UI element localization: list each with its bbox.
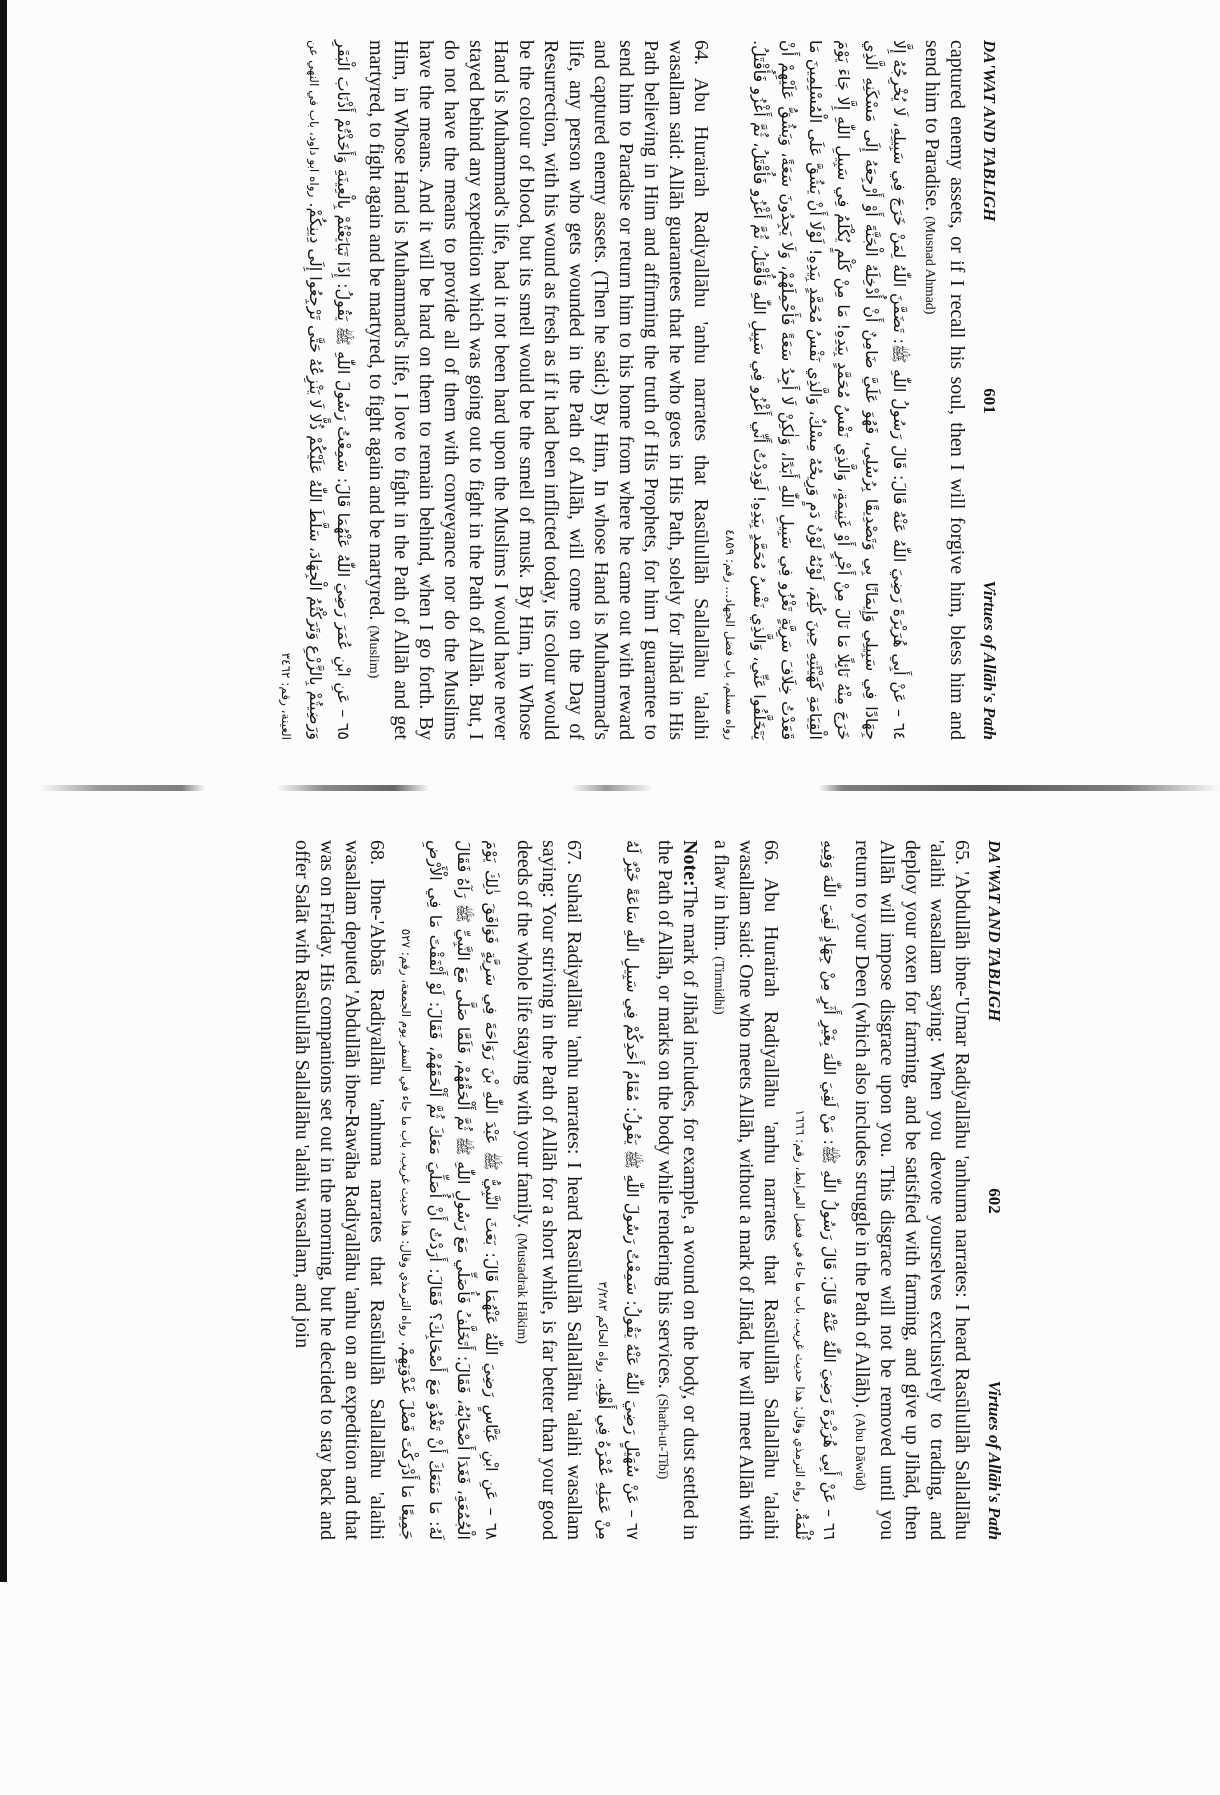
arabic-reference-68: رواه الترمذي وقال: هذا حديث غريب، باب ما جاء في السفر يوم الجمعة، رقم: ٥٢٧ <box>398 928 413 1337</box>
note-label: Note: <box>678 840 701 887</box>
page-602 <box>215 575 1005 1795</box>
source-citation: (Abu Dāwūd) <box>851 1413 867 1491</box>
source-citation: (Tirmidhi) <box>710 956 726 1015</box>
note-paragraph: Note:The mark of Jihād includes, for example, a wound on the body, or dust settled in the Path of Allāh, or marks on the body while rendering his services. (Sharh-ut-Tībī) <box>653 840 701 1540</box>
hadith-66-translation: 66. Abu Hurairah Radiyallāhu 'anhu narrates that Rasūlullāh Sallallāhu 'alaihi wasallam said: One who meets Allāh, without a mark of Jihād, he will meet Allāh with a flaw in him. (Tirmidhi) <box>709 840 782 1540</box>
arabic-hadith-64: ٦٤ – عَنْ أَبِي هُرَيْرَةَ رَضِيَ اللّٰهُ عَنْهُ قَالَ: قَالَ رَسُولُ اللّٰهِ ﷺ: تَضَمَّنَ اللّٰهُ لِمَنْ خَرَجَ فِي سَبِيلِهِ، لَا يُخْرِجُهُ إِلَّا جِهَادًا فِي سَبِيلِي وَإِيمَانًا بِي وَتَصْدِيقًا بِرُسُلِي، فَهُوَ عَلَيَّ ضَامِنٌ أَنْ أُدْخِلَهُ الْجَنَّةَ أَوْ أَرْجِعَهُ إِلَى مَسْكَنِهِ الَّذِي خَرَجَ مِنْهُ نَائِلًا مَا نَالَ مِنْ أَجْرٍ أَوْ غَنِيمَةٍ، وَالَّذِي نَفْسُ مُحَمَّدٍ بِيَدِهِ! مَا مِنْ كَلْمٍ يُكْلَمُ فِي سَبِيلِ اللّٰهِ إِلَّا جَاءَ يَوْمَ الْقِيَامَةِ كَهَيْئَتِهِ حِينَ كُلِمَ، لَوْنُهُ لَوْنُ دَمٍ وَرِيحُهُ مِسْكٌ، وَالَّذِي نَفْسُ مُحَمَّدٍ بِيَدِهِ! لَوْلَا أَنْ يَشُقَّ عَلَى الْمُسْلِمِينَ مَا قَعَدْتُ خِلَافَ سَرِيَّةٍ تَغْزُو فِي سَبِيلِ اللّٰهِ أَبَدًا، وَلٰكِنْ لَا أَجِدُ سَعَةً فَأَحْمِلَهُمْ، وَلَا يَجِدُونَ سَعَةً، وَيَشُقُّ عَلَيْهِمْ أَنْ يَتَخَلَّفُوا عَنِّي، وَالَّذِي نَفْسُ مُحَمَّدٍ بِيَدِهِ! لَوَدِدْتُ أَنِّي أَغْزُو فِي سَبِيلِ اللّٰهِ فَأُقْتَلُ، ثُمَّ أَغْزُو فَأُقْتَلُ، ثُمَّ أَغْزُو فَأُقْتَلُ. رواه مسلم، باب فضل الجهاد... رقم: ٤٨٥٩ <box>722 40 909 740</box>
source-citation: (Sharh-ut-Tībī) <box>654 1393 670 1480</box>
page-number: 601 <box>980 388 999 414</box>
hadith-68-translation: 68. Ibne-'Abbās Radiyallāhu 'anhuma narrates that Rasūlullāh Sallallāhu 'alaihi wasallam deputed 'Abdullāh ibne-Rawāha Radiyallāhu 'anhu on an expedition and that was on Friday. His companions set out in the morning, but he decided to stay back and offer Salāt with Rasūlullāh Sallallāhu 'alaihi wasallam, and join <box>290 840 388 1540</box>
page-number: 602 <box>985 1188 1004 1214</box>
hadith-65-translation: 65. 'Abdullāh ibne-'Umar Radiyallāhu 'anhuma narrates: I heard Rasūlullāh Sallallāhu 'alaihi wasallam saying: When you devote yourselves exclusively to trading, and deploy your oxen for farming, and be satisfied with farming, and give up Jihād, then Allāh will impose disgrace upon you. This disgrace will not be removed until you return to your Deen (which also includes struggle in the Path of Allāh). (Abu Dāwūd) <box>850 840 973 1540</box>
source-citation: (Musnad Ahmad) <box>921 216 937 315</box>
arabic-hadith-65: ٦٥ – عَنِ ابْنِ عُمَرَ رَضِيَ اللّٰهُ عَنْهُمَا قَالَ: سَمِعْتُ رَسُولَ اللّٰهِ ﷺ يَقُولُ: إِذَا تَبَايَعْتُمْ بِالْعِينَةِ وَأَخَذْتُمْ أَذْنَابَ الْبَقَرِ وَرَضِيتُمْ بِالزَّرْعِ وَتَرَكْتُمُ الْجِهَادَ، سَلَّطَ اللّٰهُ عَلَيْكُمْ ذُلًّا لَا يَنْزِعُهُ حَتَّى تَرْجِعُوا إِلَى دِينِكُمْ. رواه ابو داود، باب في النهي عن العينة، رقم: ٣٤٦٢ <box>278 40 353 740</box>
running-header <box>984 840 1005 1540</box>
header-book-title: DA'WAT AND TABLIGH <box>985 840 1004 1022</box>
arabic-reference-64: رواه مسلم، باب فضل الجهاد... رقم: ٤٨٥٩ <box>722 529 737 740</box>
binding-edge <box>0 0 7 1582</box>
arabic-reference-65: رواه ابو داود، باب في النهي عن العينة، رقم: ٣٤٦٢ <box>278 40 321 740</box>
header-book-title: DA'WAT AND TABLIGH <box>980 40 999 222</box>
arabic-hadith-66: ٦٦ – عَنْ أَبِي هُرَيْرَةَ رَضِيَ اللّٰهُ عَنْهُ قَالَ: قَالَ رَسُولُ اللّٰهِ ﷺ: مَنْ لَقِيَ اللّٰهَ بِغَيْرِ أَثَرٍ مِنْ جِهَادٍ لَقِيَ اللّٰهَ وَفِيهِ ثُلْمَةٌ. رواه الترمذي وقال: هذا حديث غريب، باب ما جاء في فضل المرابط، رقم: ١٦٦٦ <box>791 840 839 1540</box>
source-citation: (Mustadrak Hākim) <box>513 1233 529 1344</box>
header-chapter-title: Virtues of Allāh's Path <box>985 1380 1004 1540</box>
hadith-64-translation: 64. Abu Hurairah Radiyallāhu 'anhu narrates that Rasūlullāh Sallallāhu 'alaihi wasallam said: Allāh guarantees that he who goes in His Path, solely for Jihād in His Path believing in Him and affirming the truth of His Prophets, for him I guarantee to send him to Paradise or return him to his home from where he came out with reward and captured enemy assets. (Then he said:) By Him, In whose Hand is Muhammad's life, any person who gets wounded in the Path of Allāh, will come on the Day of Resurrection, with his wound as fresh as if it had been inflicted today, its colour would be the colour of blood, but its smell would be the smell of musk. By Him, in Whose Hand is Muhammad's life, had it not been hard upon the Muslims I would have never stayed behind any expedition which was going out to fight in the Path of Allāh. But, I do not have the means to provide all of them with conveyance nor do the Muslims have the means. And it will be hard on them to remain behind, when I go forth. By Him, in Whose Hand is Muhammad's life, I love to fight in the Path of Allāh and get martyred, to fight again and be martyred, to fight again and be martyred. (Muslim) <box>364 40 712 740</box>
arabic-reference-67: رواه الحاكم ٣/٢٨٢ <box>595 1281 610 1373</box>
paragraph-continued: captured enemy assets, or if I recall his soul, then I will forgive him, bless him and send him to Paradise. (Musnad Ahmad) <box>920 40 968 740</box>
arabic-hadith-68: ٦٨ – عَنِ ابْنِ عَبَّاسٍ رَضِيَ اللّٰهُ عَنْهُمَا قَالَ: بَعَثَ النَّبِيُّ ﷺ عَبْدَ اللّٰهِ بْنَ رَوَاحَةَ فِي سَرِيَّةٍ فَوَافَقَ ذٰلِكَ يَوْمَ الْجُمُعَةِ، فَغَدَا أَصْحَابُهُ، فَقَالَ: أَتَخَلَّفُ فَأُصَلِّي مَعَ رَسُولِ اللّٰهِ ﷺ ثُمَّ أَلْحَقُهُمْ، فَلَمَّا صَلَّى مَعَ النَّبِيِّ ﷺ رَآهُ فَقَالَ لَهُ: مَا مَنَعَكَ أَنْ تَغْدُوَ مَعَ أَصْحَابِكَ؟ فَقَالَ: أَرَدْتُ أَنْ أُصَلِّيَ مَعَكَ ثُمَّ أَلْحَقَهُمْ، فَقَالَ: لَوْ أَنْفَقْتَ مَا فِي الْأَرْضِ جَمِيعًا مَا أَدْرَكْتَ فَضْلَ غَدْوَتِهِمْ. رواه الترمذي وقال: هذا حديث غريب، باب ما جاء في السفر يوم الجمعة، رقم: ٥٢٧ <box>397 840 501 1540</box>
source-citation: (Muslim) <box>365 625 381 679</box>
arabic-reference-66: رواه الترمذي وقال: هذا حديث غريب، باب ما جاء في فضل المرابط، رقم: ١٦٦٦ <box>792 1109 807 1503</box>
arabic-hadith-67: ٦٧ – عَنْ سُهَيْلٍ رَضِيَ اللّٰهُ عَنْهُ يَقُولُ: سَمِعْتُ رَسُولَ اللّٰهِ ﷺ يَقُولُ: مُقَامُ أَحَدِكُمْ فِي سَبِيلِ اللّٰهِ سَاعَةً خَيْرٌ لَهُ مِنْ عَمَلِهِ عُمْرَهُ فِي أَهْلِهِ. رواه الحاكم ٣/٢٨٢ <box>594 840 642 1540</box>
page-602-content <box>215 840 1005 1540</box>
hadith-67-translation: 67. Suhail Radiyallāhu 'anhu narrates: I heard Rasūlullāh Sallallāhu 'alaihi wasallam saying: Your striving in the Path of Allāh for a short while, is far better than your good deeds of the whole life staying with your family. (Mustadrak Hākim) <box>512 840 585 1540</box>
header-chapter-title: Virtues of Allāh's Path <box>980 580 999 740</box>
